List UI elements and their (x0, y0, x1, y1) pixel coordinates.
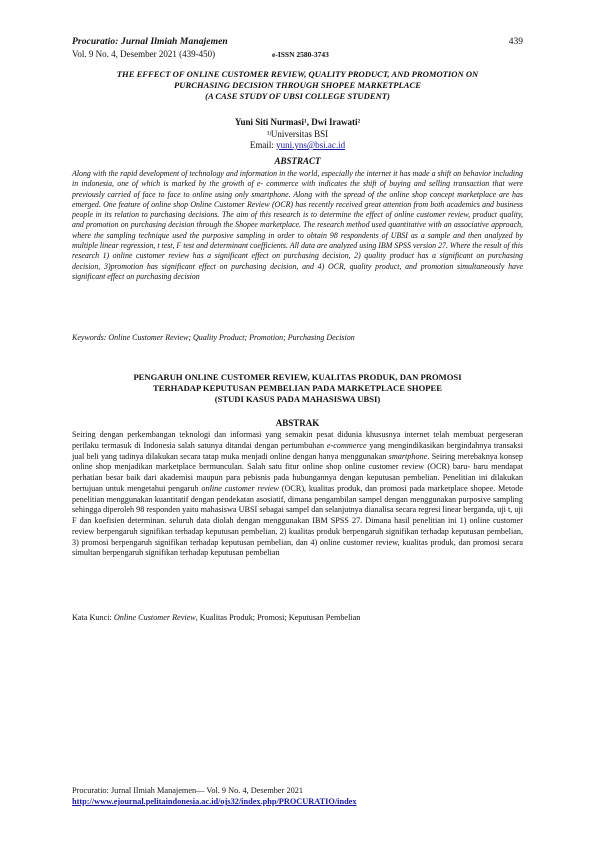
abstract-heading-english: ABSTRACT (274, 156, 321, 166)
english-title-line: (A CASE STUDY OF UBSI COLLEGE STUDENT) (205, 90, 390, 101)
page-number: 439 (508, 37, 523, 47)
english-title-line: THE EFFECT OF ONLINE CUSTOMER REVIEW, QUALITY PRODUCT, AND PROMOTION ON (116, 69, 479, 79)
email-link[interactable]: yuni.yns@bsi.ac.id (276, 140, 346, 150)
abstract-heading-indonesian: ABSTRAK (275, 418, 320, 428)
issn-line: e-ISSN 2580-3743 (272, 50, 329, 59)
abstract-indonesian-italic: e-commerce (326, 440, 367, 450)
journal-title: Procuratio: Jurnal Ilmiah Manajemen (72, 37, 228, 47)
indonesian-title-line: TERHADAP KEPUTUSAN PEMBELIAN PADA MARKETPLACE SHOPEE (153, 383, 442, 393)
indonesian-title (80, 372, 515, 405)
abstract-indonesian (72, 430, 523, 559)
english-title (80, 69, 515, 101)
keywords-english: Keywords: Online Customer Review; Quality Product; Promotion; Purchasing Decision (72, 333, 355, 342)
english-title-line: PURCHASING DECISION THROUGH SHOPEE MARKETPLACE (174, 79, 421, 90)
email-line (0, 140, 595, 150)
keywords-italic: Online Customer Review (113, 613, 196, 622)
keywords-rest: , Kualitas Produk; Promosi; Keputusan Pembelian (195, 613, 361, 622)
abstract-indonesian-italic: smartphone (388, 451, 428, 461)
abstract-indonesian-text: yang mengindikasikan bergindahnya transaksi jual beli yang tadinya dilakukan secara tatap muka menjadi online dengan hanya menggunakan (72, 440, 523, 461)
footer-journal: Procuratio: Jurnal Ilmiah Manajemen— Vol. 9 No. 4, Desember 2021 (72, 786, 304, 795)
volume-line: Vol. 9 No. 4, Desember 2021 (439-450) (72, 49, 216, 59)
abstract-indonesian-italic: online customer review (201, 483, 279, 493)
keywords-indonesian (72, 613, 360, 622)
keywords-label: Kata Kunci: (72, 613, 114, 622)
author-affiliation: ¹ʲUniversitas BSI (266, 129, 329, 139)
abstract-indonesian-text: Seiring dengan perkembangan teknologi dan informasi yang semakin pesat didunia khususnya internet telah membuat pergeseran perilaku termasuk di Indonesia salah satunya ditandai dengan pertumbuhan (72, 430, 523, 450)
author-names: Yuni Siti Nurmasi¹, Dwi Irawati² (234, 117, 361, 127)
indonesian-title-line: (STUDI KASUS PADA MAHASISWA UBSI) (214, 394, 381, 404)
abstract-indonesian-text: . Seiring merebaknya konsep online shop menjadikan marketplace bermunculan. Salah satu fitur online shop online customer review (OCR) baru- baru mendapat perhatian besar baik dari akademisi maupun para pebisnis pada hubungannya dengan keputusan pembelian. Penelitian ini dilakukan bertujuan untuk mengetahui pengaruh (72, 451, 523, 493)
indonesian-title-line: PENGARUH ONLINE CUSTOMER REVIEW, KUALITAS PRODUK, DAN PROMOSI (133, 372, 462, 382)
abstract-english: Along with the rapid development of technology and information in the world, especially the internet it has made a shift on behavior including in indonesia, one of which is marked by the growth of e- commerce with indicates the shift of buying and selling transaction that were previously carried of face to face to online using only smartphone. Along with the spread of the online shop concept marketplace are has emerged. One feature of online shop Online Customer Review (OCR) has recently received great attention from both academics and business people in its relation to purchasing decisions. The aim of this research is to determine the effect of online customer review, product quality, and promotion on purchasing decision through the Shopee marketplace. The research method used quantitative with an associative approach, where the sampling technique used the purposive sampling in order to obtain 98 respondents of UBSI as a sample and then analyzed by multiple linear regression, t test, F test and determinant coefficients. All data are analyzed using IBM SPSS version 27. Where the result of this research 1) online customer review has a significant effect on purchasing decision, 2) quality product has a significant on purchasing decision, 3)promotion has significant effect on purchasing decision, and 4) OCR, quality product, and promotion simultaneously have significant effect on purchasing decision (72, 169, 523, 281)
email-label: Email: (249, 140, 277, 150)
abstract-indonesian-text: (OCR), kualitas produk, dan promosi pada marketplace shopee. Metode penelitian menggunakan kuantitatif dengan pendekatan asosiatif, dimana pengambilan sampel dengan menggunakan purposive sampling sehingga diperoleh 98 responden yaitu mahasiswa UBSI sebagai sampel dan selanjutnya dianalisa secara regresi linear berganda, uji t, uji F dan koefisien determinan. seluruh data diolah dengan menggunakan IBM SPSS 27. Dimana hasil penelitian ini 1) online customer review berpengaruh signifikan terhadap keputusan pembelian, 2) kualitas produk berpengaruh signifikan terhadap keputusan pembelian, 3) promosi berpengaruh signifikan terhadap keputusan pembelian, dan 4) online customer review, kualitas produk, dan promosi secara simultan berpengaruh signifikan terhadap keputusan pembelian (72, 483, 524, 558)
footer-url-link[interactable]: http://www.ejournal.pelitaindonesia.ac.id/ojs32/index.php/PROCURATIO/index (72, 797, 357, 806)
